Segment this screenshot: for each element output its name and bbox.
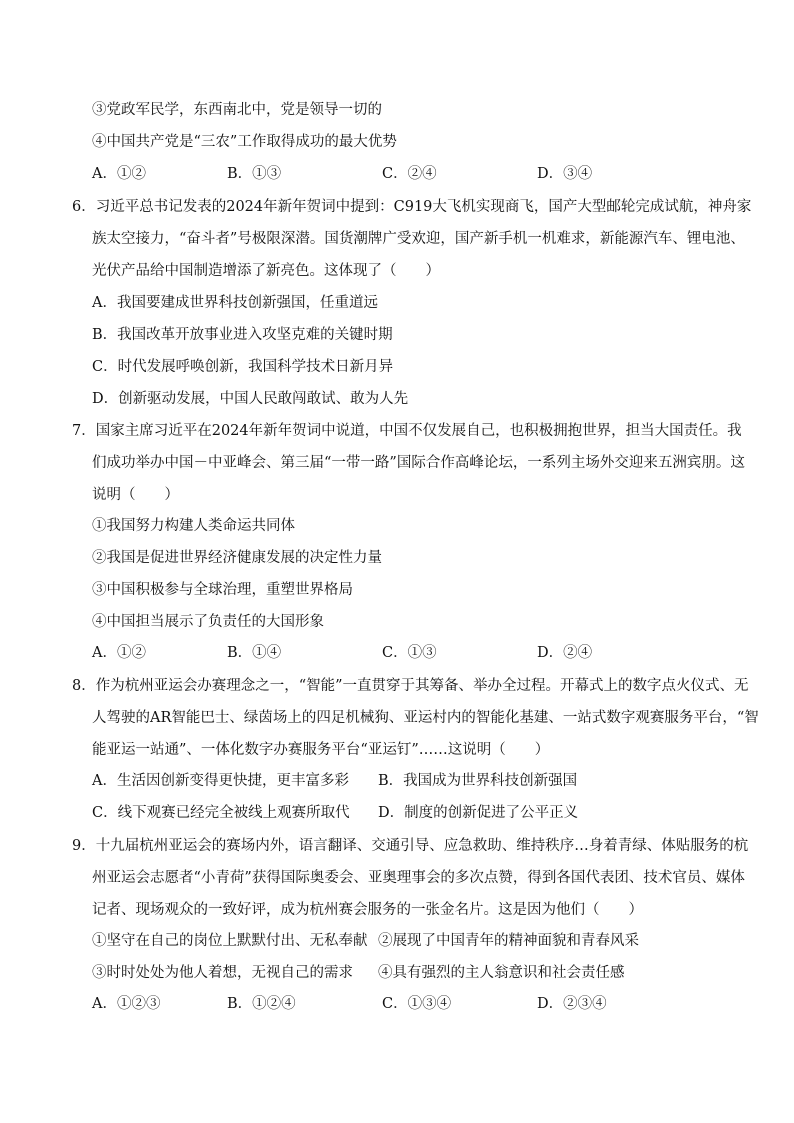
q8-stem-line-1: 8．作为杭州亚运会办赛理念之一，“智能”一直贯穿于其筹备、举办全过程。开幕式上的数字点火仪式、无 — [72, 678, 749, 694]
option-c: C．②④ — [382, 166, 437, 182]
option-c: C．线下观赛已经完全被线上观赛所取代 — [92, 805, 350, 821]
q9-stem-line-1: 9．十九届杭州亚运会的赛场内外，语言翻译、交通引导、应急救助、维持秩序…身着青绿、体贴服务的杭 — [72, 838, 749, 854]
option-d: D．②③④ — [537, 996, 607, 1012]
option-d: D．制度的创新促进了公平正义 — [378, 805, 579, 821]
q9-options — [92, 994, 712, 1014]
q7-stem-line-2: 们成功举办中国－中亚峰会、第三届“一带一路”国际合作高峰论坛，一系列主场外交迎来五洲宾朋。这 — [92, 455, 745, 471]
prev-item-4: ④中国共产党是“三农”工作取得成功的最大优势 — [92, 134, 397, 150]
option-a: A．①② — [92, 166, 146, 182]
q7-item-2: ②我国是促进世界经济健康发展的决定性力量 — [92, 550, 382, 566]
prev-options — [92, 164, 712, 184]
q7-stem-line-3: 说明（ ） — [92, 487, 179, 503]
q6-option-a: A．我国要建成世界科技创新强国，任重道远 — [92, 295, 378, 311]
option-b: B．①③ — [227, 166, 282, 182]
prev-item-3: ③党政军民学，东西南北中，党是领导一切的 — [92, 102, 382, 118]
q9-stem-line-2: 州亚运会志愿者“小青荷”获得国际奥委会、亚奥理事会的多次点赞，得到各国代表团、技术官员、媒体 — [92, 870, 745, 886]
q6-stem-line-1: 6．习近平总书记发表的2024年新年贺词中提到：C919大飞机实现商飞，国产大型邮轮完成试航，神舟家 — [72, 199, 752, 215]
option-b: B．①②④ — [227, 996, 296, 1012]
q6-stem-line-3: 光伏产品给中国制造增添了新亮色。这体现了（ ） — [92, 263, 440, 279]
option-b: B．我国成为世界科技创新强国 — [378, 773, 578, 789]
option-b: B．①④ — [227, 645, 282, 661]
option-d: D．②④ — [537, 645, 593, 661]
q6-option-d: D．创新驱动发展，中国人民敢闯敢试、敢为人先 — [92, 391, 409, 407]
q8-stem-line-2: 人驾驶的AR智能巴士、绿茵场上的四足机械狗、亚运村内的智能化基建、一站式数字观赛服务平台，“智 — [92, 710, 759, 726]
q8-stem-line-3: 能亚运一站通”、一体化数字办赛服务平台“亚运钉”……这说明（ ） — [92, 742, 550, 758]
option-c: C．①③④ — [382, 996, 452, 1012]
q9-item-4: ④具有强烈的主人翁意识和社会责任感 — [378, 965, 625, 981]
q6-stem-line-2: 族太空接力，“奋斗者”号极限深潜。国货潮牌广受欢迎，国产新手机一机难求，新能源汽车、锂电池、 — [92, 231, 745, 247]
q7-item-4: ④中国担当展示了负责任的大国形象 — [92, 614, 324, 630]
q7-item-1: ①我国努力构建人类命运共同体 — [92, 518, 295, 534]
option-a: A．①②③ — [92, 996, 161, 1012]
q7-item-3: ③中国积极参与全球治理，重塑世界格局 — [92, 582, 353, 598]
option-c: C．①③ — [382, 645, 437, 661]
q7-stem-line-1: 7．国家主席习近平在2024年新年贺词中说道，中国不仅发展自己，也积极拥抱世界，担当大国责任。我 — [72, 423, 742, 439]
q9-item-3: ③时时处处为他人着想，无视自己的需求 — [92, 965, 353, 981]
q7-options — [92, 643, 712, 663]
q9-item-2: ②展现了中国青年的精神面貌和青春风采 — [378, 933, 639, 949]
q6-option-b: B．我国改革开放事业进入攻坚克难的关键时期 — [92, 327, 393, 343]
q9-item-1: ①坚守在自己的岗位上默默付出、无私奉献 — [92, 933, 368, 949]
option-a: A．生活因创新变得更快捷，更丰富多彩 — [92, 773, 349, 789]
q6-option-c: C．时代发展呼唤创新，我国科学技术日新月异 — [92, 359, 394, 375]
q9-stem-line-3: 记者、现场观众的一致好评，成为杭州赛会服务的一张金名片。这是因为他们（ ） — [92, 902, 643, 918]
q9-items-row-1 — [92, 931, 712, 951]
q8-options-row-1 — [92, 771, 712, 791]
q8-options-row-2 — [92, 803, 712, 823]
q9-items-row-2 — [92, 963, 712, 983]
option-d: D．③④ — [537, 166, 593, 182]
option-a: A．①② — [92, 645, 146, 661]
